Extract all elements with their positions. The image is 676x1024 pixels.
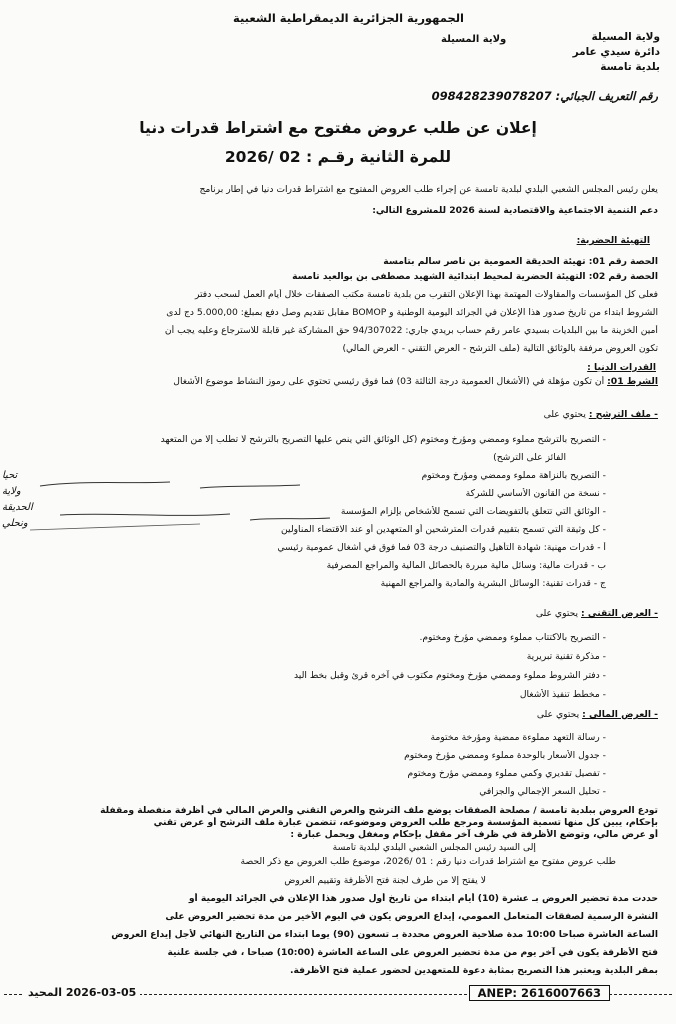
technical-item: - دفتر الشروط مملوء وممضي مؤرخ ومختوم مكتوب في آخره قرئ وقبل بخط اليد — [14, 670, 606, 682]
footer-date: 2026-03-05 — [65, 986, 137, 999]
deadline-line-2: النشرة الرسمية لصفقات المتعامل العمومي، إيداع العروض يكون في اليوم الأخير من مدة تحضير العروض على — [165, 911, 658, 922]
financial-item: - تفصيل تقديري وكمي مملوء وممضي مؤرخ ومختوم — [14, 768, 606, 780]
technical-item: - التصريح بالاكتتاب مملوء وممضي مؤرخ ومختوم. — [14, 632, 606, 644]
scribble-stroke — [60, 514, 330, 520]
candidacy-heading: - ملف الترشح : — [588, 409, 658, 420]
candidacy-item: - التصريح بالترشح مملوء وممضي ومؤرخ ومختوم (كل الوثائق التي ينص عليها التصريح بالترشح لا تطلب إلا من المتعهد — [14, 434, 606, 446]
margin-note: الحديقة — [2, 502, 33, 513]
deadline-line-5: بمقر البلدية ويعتبر هذا التصريح بمثابة دعوة للمتعهدين لحضور عملية فتح الأظرفة. — [289, 965, 658, 976]
technical-contains: يحتوي على — [535, 608, 579, 619]
financial-heading-row — [14, 709, 658, 721]
footer-date-block — [24, 986, 140, 999]
capacity-condition — [14, 376, 658, 388]
candidacy-item: - الوثائق التي تتعلق بالتفويضات التي تسمح للأشخاص بإلزام المؤسسة — [14, 506, 606, 518]
capacities-heading: القدرات الدنيا : — [587, 362, 656, 373]
envelope-address: إلى السيد رئيس المجلس الشعبي البلدي لبلدية تامسة — [332, 842, 536, 853]
nif-line — [432, 89, 658, 103]
nif-value: 098428239078207 — [431, 89, 552, 103]
candidacy-item: - التصريح بالنزاهة مملوء وممضي ومؤرخ ومختوم — [14, 470, 606, 482]
financial-heading: - العرض المالي : — [582, 709, 658, 720]
margin-notes — [2, 468, 42, 532]
deadline-line-3: الساعة العاشرة صباحا 10:00 مدة صلاحية العروض محددة بـ تسعون (90) يوما ابتداء من التاريخ النهائي لأجل إيداع العروض — [111, 929, 658, 940]
scribble-stroke — [30, 524, 200, 530]
lot-2: الحصة رقم 02: التهيئة الحضرية لمحيط ابتدائية الشهيد مصطفى بن بوالعيد تامسة — [292, 271, 658, 282]
candidacy-sub: ج - قدرات تقنية: الوسائل البشرية والمادية والمراجع المهنية — [380, 578, 606, 589]
candidacy-sub: أ - قدرات مهنية: شهادة التأهيل والتصنيف درجة 03 فما فوق في أشغال عمومية رئيسي — [277, 542, 606, 553]
deposit-line-3: أو عرض مالي، وتوضع الأظرفة في ظرف آخر مقفل بإحكام ومغفل ويحمل عبارة : — [290, 829, 658, 840]
announcement-number: للمرة الثانية رقـم : 02 /2026 — [224, 148, 452, 166]
technical-heading: - العرض التقني : — [581, 608, 658, 619]
admin-block — [540, 30, 660, 75]
scribble-stroke — [40, 482, 300, 488]
margin-note: ونحلي — [2, 518, 28, 529]
deposit-line-2: بإحكام، يبين كل منها تسمية المؤسسة ومرجع طلب العروض وموضوعه، تتضمن عبارة ملف الترشح أو عرض تقني — [153, 817, 658, 828]
deposit-line-1: تودع العروض ببلدية تامسة / مصلحة الصفقات يوضع ملف الترشح والعرض التقني والعرض المالي في أظرفة منفصلة ومقفلة — [100, 805, 658, 816]
handwritten-notes — [0, 440, 340, 550]
intro-line-1: يعلن رئيس المجلس الشعبي البلدي لبلدية تامسة عن إجراء طلب العروض المفتوح مع اشتراط قدرات دنيا في إطار برنامج — [199, 184, 658, 195]
envelope-title: طلب عروض مفتوح مع اشتراط قدرات دنيا رقم : 01 /2026، موضوع طلب العروض مع ذكر الحصة — [240, 856, 616, 867]
margin-note: تحيا — [2, 470, 18, 481]
commune-name: بلدية تامسة — [600, 61, 660, 73]
candidacy-sub: ب - قدرات مالية: وسائل مالية مبررة بالحصائل المالية والمراجع المصرفية — [326, 560, 606, 571]
condition-line-3: أمين الخزينة ما بين البلديات بسيدي عامر رقم حساب بريدي جاري: 94/307022 حق المشاركة غير قابلة للاسترجاع وعليه يجب أن — [164, 325, 658, 336]
deadline-line-4: فتح الأظرفة يكون في آخر يوم من مدة تحضير العروض على الساعة العاشرة (10:00) صباحا ، في جلسة علنية — [167, 947, 658, 958]
financial-item: - جدول الأسعار بالوحدة مملوء وممضي مؤرخ ومختوم — [14, 750, 606, 762]
commune-daira: دائرة سيدي عامر — [572, 46, 660, 58]
lot-1: الحصة رقم 01: تهيئة الحديقة العمومية بن ناصر سالم بتامسة — [383, 256, 658, 267]
no-open-notice: لا يفتح إلا من طرف لجنة فتح الأظرفة وتقييم العروض — [284, 875, 486, 886]
commune-wilaya: ولاية المسيلة — [591, 31, 660, 43]
intro-line-2: دعم التنمية الاجتماعية والاقتصادية لسنة 2026 للمشروع التالي: — [372, 205, 658, 216]
financial-contains: يحتوي على — [536, 709, 580, 720]
candidacy-item: - كل وثيقة التي تسمح بتقييم قدرات المترشحين أو المتعهدين أو عند الاقتضاء المناولين — [14, 524, 606, 536]
project-heading: التهيئة الحضرية: — [576, 235, 650, 246]
candidacy-heading-row — [14, 409, 658, 421]
condition-line-2: الشروط ابتداء من تاريخ صدور هذا الإعلان في الجرائد اليومية الوطنية و BOMOP مقابل تقديم وصل دفع بمبلغ: 5.000,00 دج لدى — [166, 307, 658, 318]
financial-item: - تحليل السعر الإجمالي والجزافي — [14, 786, 606, 798]
anep-reference: ANEP: 2616007663 — [469, 985, 610, 1001]
technical-item: - مخطط تنفيذ الأشغال — [14, 689, 606, 701]
condition-line-4: تكون العروض مرفقة بالوثائق التالية (ملف الترشح - العرض التقني - العرض المالي) — [342, 343, 658, 354]
republic-header: الجمهورية الجزائرية الديمقراطية الشعبية — [232, 11, 464, 25]
financial-item: - رسالة التعهد مملوءة ممضية ومؤرخة مختومة — [14, 732, 606, 744]
technical-item: - مذكرة تقنية تبريرية — [14, 651, 606, 663]
announcement-title: إعلان عن طلب عروض مفتوح مع اشتراط قدرات دنيا — [139, 119, 537, 137]
margin-note: ولاية — [2, 486, 21, 497]
condition-line-1: فعلى كل المؤسسات والمقاولات المهتمة بهذا الإعلان التقرب من بلدية تامسة مكتب الصفقات خلال أيام العمل لسحب دفتر — [194, 289, 658, 300]
candidacy-item: الفائز على الترشح) — [493, 452, 566, 463]
technical-heading-row — [14, 608, 658, 620]
candidacy-item: - نسخة من القانون الأساسي للشركة — [14, 488, 606, 500]
footer-newspaper: المحيد — [28, 986, 63, 999]
deadline-line-1: حددت مدة تحضير العروض بـ عشرة (10) أيام ابتداء من تاريخ أول صدور هذا الإعلان في الجرائد اليومية أو — [188, 893, 658, 904]
candidacy-contains: يحتوي على — [543, 409, 586, 420]
nif-label: رقم التعريف الجبائي: — [555, 89, 658, 103]
capacity-condition-text: أن تكون مؤهلة في (الأشغال العمومية درجة الثالثة 03) فما فوق رئيسي تحتوي على رموز النشاط موضوع الأشغال — [173, 376, 605, 387]
capacity-condition-label: الشرط 01: — [607, 376, 658, 387]
